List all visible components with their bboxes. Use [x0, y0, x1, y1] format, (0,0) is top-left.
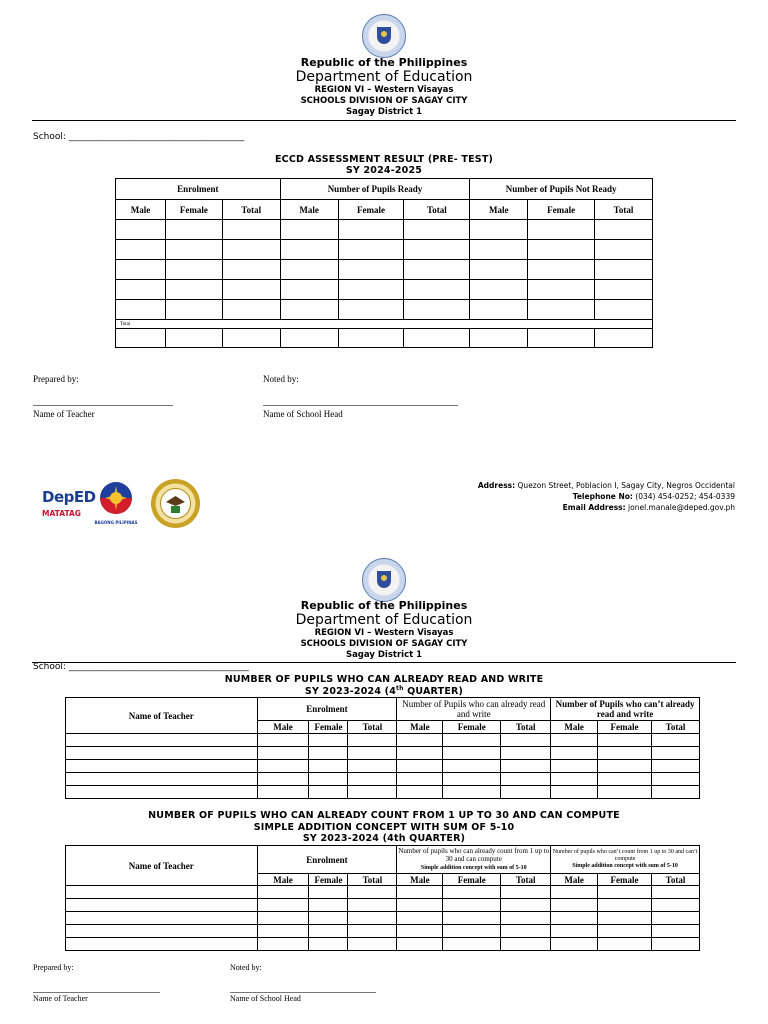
- col-total: Total: [348, 721, 397, 734]
- bagong-pilipinas-icon: [93, 480, 139, 516]
- teacher-signature-line[interactable]: [33, 992, 160, 993]
- address-label: Address:: [477, 481, 516, 490]
- table-row[interactable]: [116, 280, 653, 300]
- telephone-label: Telephone No:: [572, 492, 633, 501]
- table-row[interactable]: [66, 912, 700, 925]
- group-enrolment: Enrolment: [116, 179, 281, 200]
- can-read-header: Number of Pupils who can already read and write: [397, 698, 551, 721]
- table-row[interactable]: [66, 886, 700, 899]
- read-write-table: [65, 697, 700, 799]
- table-row[interactable]: [66, 925, 700, 938]
- col-female: Female: [309, 721, 348, 734]
- col-female: Female: [528, 200, 595, 220]
- header-divider: [32, 120, 736, 121]
- division-heading: SCHOOLS DIVISION OF SAGAY CITY: [300, 639, 468, 649]
- prepared-by-label: Prepared by:: [33, 374, 79, 384]
- enrolment-header: Enrolment: [257, 698, 397, 721]
- table-row[interactable]: [116, 240, 653, 260]
- table-row[interactable]: [116, 260, 653, 280]
- table-row[interactable]: [66, 899, 700, 912]
- matatag-wordmark: MATATAG: [42, 509, 81, 518]
- teacher-name-label: Name of Teacher: [33, 994, 88, 1003]
- table-row[interactable]: [116, 220, 653, 240]
- read-write-title: NUMBER OF PUPILS WHO CAN ALREADY READ AND WRITE: [224, 674, 544, 685]
- col-male: Male: [257, 874, 309, 886]
- email-value[interactable]: jonel.manale@deped.gov.ph: [628, 503, 735, 512]
- noted-by-label: Noted by:: [263, 374, 299, 384]
- name-teacher-header: Name of Teacher: [66, 698, 258, 734]
- count-title-line2: SIMPLE ADDITION CONCEPT WITH SUM OF 5-10: [253, 822, 515, 833]
- table-row[interactable]: [66, 773, 700, 786]
- eccd-table: [115, 178, 653, 348]
- eccd-title: ECCD ASSESSMENT RESULT (PRE- TEST): [274, 154, 494, 165]
- enrolment-header: Enrolment: [257, 846, 397, 874]
- region-heading: REGION VI – Western Visayas: [314, 628, 454, 638]
- col-male: Male: [551, 721, 598, 734]
- can-count-header: Number of pupils who can already count from 1 up to 30 and can compute Simple addition concept with sum of 5-10: [397, 846, 551, 874]
- col-female: Female: [165, 200, 222, 220]
- col-total: Total: [595, 200, 653, 220]
- teacher-name-label: Name of Teacher: [33, 409, 95, 419]
- col-female: Female: [443, 721, 501, 734]
- col-male: Male: [280, 200, 338, 220]
- department-heading: Department of Education: [295, 69, 473, 85]
- head-signature-line[interactable]: [263, 405, 458, 406]
- count-title-line1: NUMBER OF PUPILS WHO CAN ALREADY COUNT FROM 1 UP TO 30 AND CAN COMPUTE: [148, 810, 620, 821]
- table-row[interactable]: [116, 300, 653, 320]
- email-label: Email Address:: [562, 503, 626, 512]
- head-name-label: Name of School Head: [263, 409, 343, 419]
- division-heading: SCHOOLS DIVISION OF SAGAY CITY: [300, 96, 468, 106]
- deped-matatag-logo: [42, 488, 96, 524]
- col-total: Total: [222, 200, 280, 220]
- table-row[interactable]: [66, 760, 700, 773]
- col-male: Male: [397, 721, 443, 734]
- col-male: Male: [257, 721, 309, 734]
- col-male: Male: [116, 200, 166, 220]
- district-heading: Sagay District 1: [345, 107, 423, 117]
- col-female: Female: [443, 874, 501, 886]
- noted-by-label: Noted by:: [230, 963, 262, 972]
- col-female: Female: [309, 874, 348, 886]
- footer-contact: [478, 480, 735, 513]
- deped-seal-icon: [362, 558, 406, 602]
- department-heading: Department of Education: [295, 612, 473, 628]
- deped-seal-icon: [362, 14, 406, 58]
- school-field[interactable]: School: ________________________________________: [33, 662, 249, 672]
- republic-heading: Republic of the Philippines: [300, 599, 468, 612]
- col-total: Total: [348, 874, 397, 886]
- col-male: Male: [470, 200, 528, 220]
- table-row[interactable]: [66, 734, 700, 747]
- district-heading: Sagay District 1: [345, 650, 423, 660]
- division-seal-icon: [150, 478, 201, 529]
- col-total: Total: [501, 721, 551, 734]
- group-ready: Number of Pupils Ready: [280, 179, 470, 200]
- col-total: Total: [651, 874, 699, 886]
- table-row[interactable]: [66, 786, 700, 799]
- col-male: Male: [551, 874, 598, 886]
- prepared-by-label: Prepared by:: [33, 963, 74, 972]
- col-female: Female: [338, 200, 404, 220]
- count-sy: SY 2023-2024 (4th QUARTER): [302, 833, 466, 844]
- head-name-label: Name of School Head: [230, 994, 301, 1003]
- read-write-sy: SY 2023-2024 (4th QUARTER): [304, 685, 464, 698]
- deped-wordmark: DepED: [42, 488, 96, 506]
- table-row[interactable]: [66, 747, 700, 760]
- col-total: Total: [501, 874, 551, 886]
- school-field[interactable]: School: _______________________________________: [33, 132, 245, 142]
- table-row[interactable]: [66, 938, 700, 951]
- col-male: Male: [397, 874, 443, 886]
- head-signature-line[interactable]: [230, 992, 376, 993]
- col-female: Female: [598, 721, 652, 734]
- group-not-ready: Number of Pupils Not Ready: [470, 179, 653, 200]
- republic-heading: Republic of the Philippines: [300, 56, 468, 69]
- col-female: Female: [598, 874, 652, 886]
- eccd-sy: SY 2024-2025: [345, 165, 423, 176]
- name-teacher-header: Name of Teacher: [66, 846, 258, 886]
- col-total: Total: [651, 721, 699, 734]
- cant-read-header: Number of Pupils who can’t already read and write: [551, 698, 700, 721]
- total-row[interactable]: [116, 329, 653, 348]
- total-label: Total: [116, 320, 653, 329]
- teacher-signature-line[interactable]: [33, 405, 173, 406]
- count-table: [65, 845, 700, 951]
- cant-count-header: Number of pupils who can’t count from 1 up to 30 and can’t compute Simple addition concept with sum of 5-10: [551, 846, 700, 874]
- col-total: Total: [404, 200, 470, 220]
- region-heading: REGION VI – Western Visayas: [314, 85, 454, 95]
- bagong-pilipinas-text: BAGONG PILIPINAS: [94, 520, 138, 525]
- address-value: Quezon Street, Poblacion I, Sagay City, Negros Occidental: [517, 481, 735, 490]
- bagong-pilipinas-logo: [93, 480, 139, 524]
- telephone-value: (034) 454-0252; 454-0339: [635, 492, 735, 501]
